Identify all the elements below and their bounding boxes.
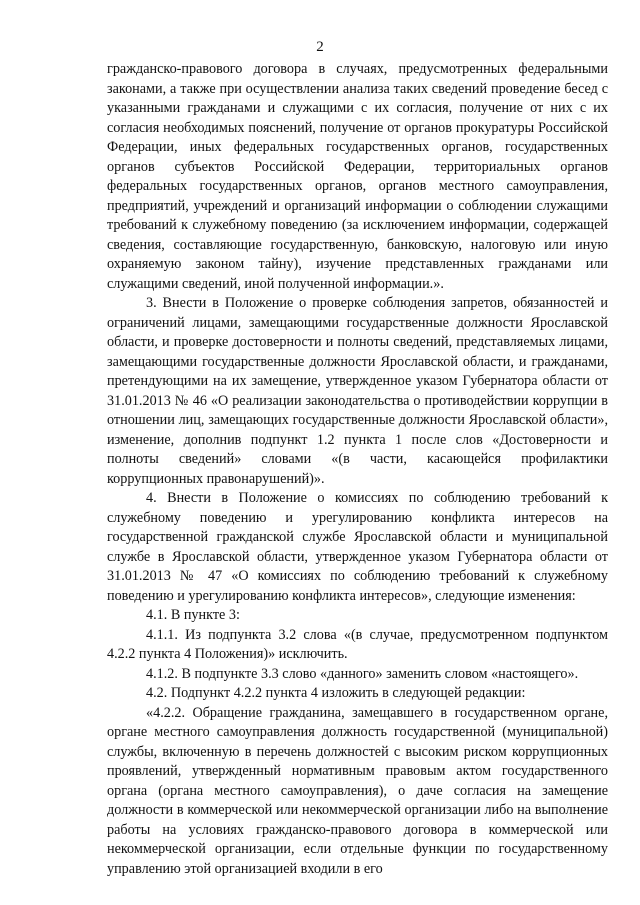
page-number: 2	[316, 39, 324, 55]
document-body	[107, 60, 608, 879]
paragraph-item-4: 4. Внести в Положение о комиссиях по соблюдению требований к служебному поведению и урегулированию конфликта интересов на государственной гражданской службе Ярославской области и муниципальной службе в Ярославской области, утвержденное указом Губернатора области от 31.01.2013 № 47 «О комиссиях по соблюдению требований к служебному поведению и урегулированию конфликта интересов», следующие изменения:	[107, 490, 608, 604]
paragraph-item-3: 3. Внести в Положение о проверке соблюдения запретов, обязанностей и ограничений лицами, замещающими государственные должности Ярославской области, и проверке достоверности и полноты сведений, представляемых лицами, замещающими государственные должности Ярославской области, и гражданами, претендующими на их замещение, утвержденное указом Губернатора области от 31.01.2013 № 46 «О реализации законодательства о противодействии коррупции в отношении лиц, замещающих государственные должности Ярославской области», изменение, дополнив подпункт 1.2 пункта 1 после слов «Достоверности и полноты сведений» словами «(в части, касающейся профилактики коррупционных правонарушений)».	[107, 295, 608, 487]
paragraph-continuation: гражданско-правового договора в случаях, предусмотренных федеральными законами, а также при осуществлении анализа таких сведений проведение бесед с указанными гражданами и служащими с их согласия, получение от них с их согласия необходимых пояснений, получение от органов прокуратуры Российской Федерации, иных федеральных государственных органов, государственных органов субъектов Российской Федерации, территориальных органов федеральных государственных органов, органов местного самоуправления, предприятий, учреждений и организаций информации о соблюдении служащими требований к служебному поведению (за исключением информации, содержащей сведения, составляющие государственную, банковскую, налоговую или иную охраняемую законом тайну), изучение представленных гражданами или служащими сведений, иной полученной информации.».	[107, 61, 608, 292]
paragraph-item-4-1: 4.1. В пункте 3:	[146, 607, 240, 623]
paragraph-item-4-1-1: 4.1.1. Из подпункта 3.2 слова «(в случае, предусмотренном подпунктом 4.2.2 пункта 4 Положения)» исключить.	[107, 626, 608, 662]
paragraph-item-4-2-2: «4.2.2. Обращение гражданина, замещавшего в государственном органе, органе местного самоуправления должность государственной (муниципальной) службы, включенную в перечень должностей с высоким риском коррупционных проявлений, утвержденный нормативным правовым актом государственного органа (органа местного самоуправления), о даче согласия на замещение должности в коммерческой или некоммерческой организации либо на выполнение работы на условиях гражданско-правового договора в коммерческой или некоммерческой организации, если отдельные функции по государственному управлению этой организацией входили в его	[107, 704, 608, 877]
paragraph-item-4-2: 4.2. Подпункт 4.2.2 пункта 4 изложить в следующей редакции:	[146, 685, 526, 701]
paragraph-item-4-1-2: 4.1.2. В подпункте 3.3 слово «данного» заменить словом «настоящего».	[146, 665, 579, 682]
